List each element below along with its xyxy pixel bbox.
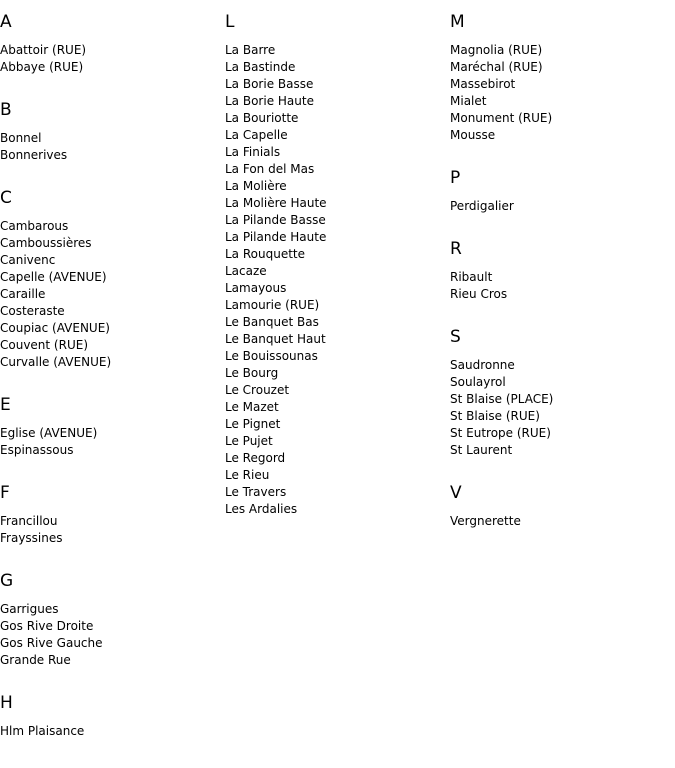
section-letter: B bbox=[0, 100, 12, 120]
section-letter: C bbox=[0, 188, 12, 208]
street-name: Le Banquet Bas bbox=[225, 315, 319, 329]
street-name: Frayssines bbox=[0, 531, 63, 545]
letter-section bbox=[0, 483, 225, 547]
street-name: Soulayrol bbox=[450, 375, 506, 389]
letter-section bbox=[225, 12, 450, 518]
street-name: La Borie Haute bbox=[225, 94, 314, 108]
street-list bbox=[450, 269, 675, 303]
street-list bbox=[0, 218, 225, 371]
street-name: Le Rieu bbox=[225, 468, 270, 482]
street-name: Bonnel bbox=[0, 131, 42, 145]
section-letter: R bbox=[450, 239, 462, 259]
letter-section bbox=[0, 571, 225, 669]
street-name: La Molière bbox=[225, 179, 287, 193]
street-name: La Molière Haute bbox=[225, 196, 327, 210]
street-name: Gos Rive Droite bbox=[0, 619, 94, 633]
street-name: Massebirot bbox=[450, 77, 516, 91]
street-name: St Laurent bbox=[450, 443, 513, 457]
section-letter: P bbox=[450, 168, 461, 188]
street-name: Grande Rue bbox=[0, 653, 71, 667]
letter-section bbox=[0, 12, 225, 76]
letter-section bbox=[450, 12, 675, 144]
street-name: Bonnerives bbox=[0, 148, 68, 162]
street-name: Perdigalier bbox=[450, 199, 514, 213]
street-name: La Rouquette bbox=[225, 247, 305, 261]
street-name: Hlm Plaisance bbox=[0, 724, 85, 738]
street-name: Le Travers bbox=[225, 485, 287, 499]
letter-section bbox=[450, 483, 675, 530]
street-list bbox=[0, 723, 225, 740]
letter-section bbox=[0, 693, 225, 740]
street-name: La Pilande Haute bbox=[225, 230, 327, 244]
letter-section bbox=[0, 395, 225, 459]
street-name: Abattoir (RUE) bbox=[0, 43, 87, 57]
street-name: Mousse bbox=[450, 128, 496, 142]
section-letter: F bbox=[0, 483, 10, 503]
street-name: Maréchal (RUE) bbox=[450, 60, 543, 74]
street-name: St Blaise (RUE) bbox=[450, 409, 540, 423]
street-name: Rieu Cros bbox=[450, 287, 508, 301]
street-list bbox=[0, 425, 225, 459]
street-name: Espinassous bbox=[0, 443, 74, 457]
street-name: Gos Rive Gauche bbox=[0, 636, 103, 650]
street-name: Francillou bbox=[0, 514, 58, 528]
section-letter: G bbox=[0, 571, 14, 591]
street-list bbox=[450, 42, 675, 144]
street-name: Eglise (AVENUE) bbox=[0, 426, 98, 440]
street-name: St Blaise (PLACE) bbox=[450, 392, 554, 406]
section-letter: V bbox=[450, 483, 462, 503]
street-name: La Bouriotte bbox=[225, 111, 299, 125]
street-name: Ribault bbox=[450, 270, 493, 284]
street-name: Magnolia (RUE) bbox=[450, 43, 543, 57]
street-name: Le Bourg bbox=[225, 366, 279, 380]
street-list bbox=[0, 513, 225, 547]
street-list bbox=[0, 42, 225, 76]
column-3 bbox=[450, 0, 675, 764]
street-name: Les Ardalies bbox=[225, 502, 298, 516]
street-name: Le Banquet Haut bbox=[225, 332, 326, 346]
street-name: Saudronne bbox=[450, 358, 515, 372]
street-name: Capelle (AVENUE) bbox=[0, 270, 107, 284]
letter-section bbox=[0, 100, 225, 164]
street-name: Le Regord bbox=[225, 451, 286, 465]
street-name: Canivenc bbox=[0, 253, 56, 267]
street-name: Mialet bbox=[450, 94, 487, 108]
column-1 bbox=[0, 0, 225, 764]
street-list bbox=[0, 601, 225, 669]
street-list bbox=[450, 513, 675, 530]
street-list bbox=[450, 357, 675, 459]
street-name: Curvalle (AVENUE) bbox=[0, 355, 112, 369]
street-name: La Pilande Basse bbox=[225, 213, 326, 227]
street-name: Cambarous bbox=[0, 219, 69, 233]
letter-section bbox=[0, 188, 225, 371]
letter-section bbox=[450, 239, 675, 303]
street-list bbox=[225, 42, 450, 518]
letter-section bbox=[450, 168, 675, 215]
street-name: Caraille bbox=[0, 287, 46, 301]
street-name: Couvent (RUE) bbox=[0, 338, 89, 352]
street-name: Lamourie (RUE) bbox=[225, 298, 320, 312]
section-letter: S bbox=[450, 327, 461, 347]
street-name: Vergnerette bbox=[450, 514, 521, 528]
section-letter: A bbox=[0, 12, 12, 32]
street-name: Coupiac (AVENUE) bbox=[0, 321, 110, 335]
street-name: La Bastinde bbox=[225, 60, 296, 74]
street-name: Garrigues bbox=[0, 602, 59, 616]
street-name: Costeraste bbox=[0, 304, 65, 318]
street-list bbox=[450, 198, 675, 215]
section-letter: H bbox=[0, 693, 13, 713]
column-2 bbox=[225, 0, 450, 764]
street-name: La Barre bbox=[225, 43, 276, 57]
street-name: Le Bouissounas bbox=[225, 349, 318, 363]
street-name: La Borie Basse bbox=[225, 77, 314, 91]
street-name: Camboussières bbox=[0, 236, 92, 250]
letter-section bbox=[450, 327, 675, 459]
street-name: Lacaze bbox=[225, 264, 267, 278]
street-name: La Capelle bbox=[225, 128, 288, 142]
street-name: Le Pignet bbox=[225, 417, 281, 431]
street-name: La Fon del Mas bbox=[225, 162, 315, 176]
street-name: Abbaye (RUE) bbox=[0, 60, 84, 74]
street-name: Le Pujet bbox=[225, 434, 273, 448]
street-name: La Finials bbox=[225, 145, 281, 159]
street-name: Le Crouzet bbox=[225, 383, 290, 397]
street-name: Lamayous bbox=[225, 281, 287, 295]
street-name: Monument (RUE) bbox=[450, 111, 553, 125]
section-letter: L bbox=[225, 12, 235, 32]
street-name: Le Mazet bbox=[225, 400, 279, 414]
section-letter: E bbox=[0, 395, 11, 415]
street-name: St Eutrope (RUE) bbox=[450, 426, 551, 440]
street-list bbox=[0, 130, 225, 164]
section-letter: M bbox=[450, 12, 465, 32]
